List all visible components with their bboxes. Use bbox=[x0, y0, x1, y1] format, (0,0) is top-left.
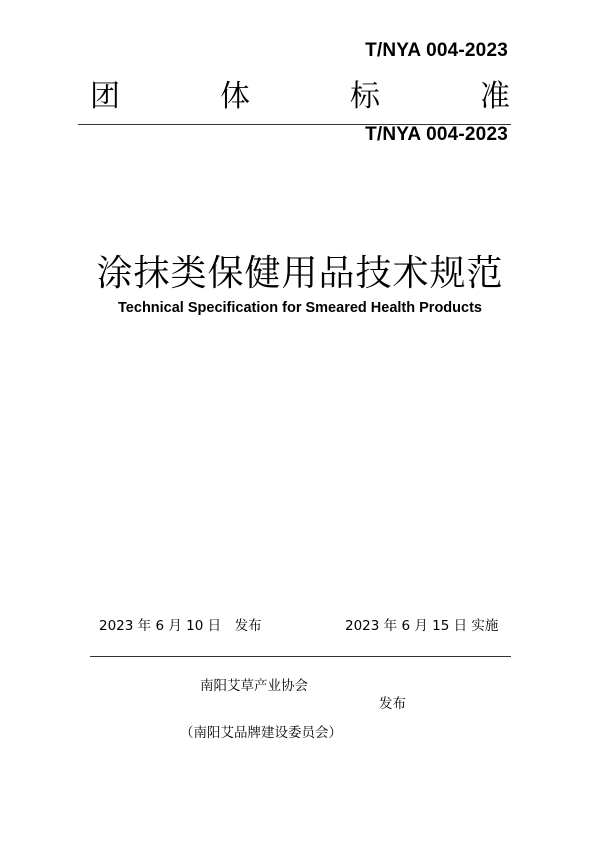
issuing-organization: 南阳艾草产业协会 bbox=[200, 678, 308, 694]
standard-type-char: 团 bbox=[90, 79, 120, 114]
footer-divider bbox=[90, 656, 511, 657]
standard-code: T/NYA 004-2023 bbox=[365, 40, 508, 61]
implement-date: 2023 年 6 月 15 日 实施 bbox=[345, 618, 499, 634]
standard-type-heading bbox=[90, 80, 510, 114]
publish-date: 2023 年 6 月 10 日 发布 bbox=[99, 618, 262, 634]
document-title-english: Technical Specification for Smeared Health Products bbox=[118, 300, 482, 316]
standard-type-char: 体 bbox=[220, 79, 250, 114]
issued-label: 发布 bbox=[379, 696, 406, 712]
standard-code-secondary: T/NYA 004-2023 bbox=[365, 124, 508, 145]
standard-type-char: 标 bbox=[350, 79, 380, 114]
document-title-chinese: 涂抹类保健用品技术规范 bbox=[96, 253, 504, 294]
sub-organization: （南阳艾品牌建设委员会） bbox=[180, 725, 342, 741]
standard-type-char: 准 bbox=[480, 79, 510, 114]
